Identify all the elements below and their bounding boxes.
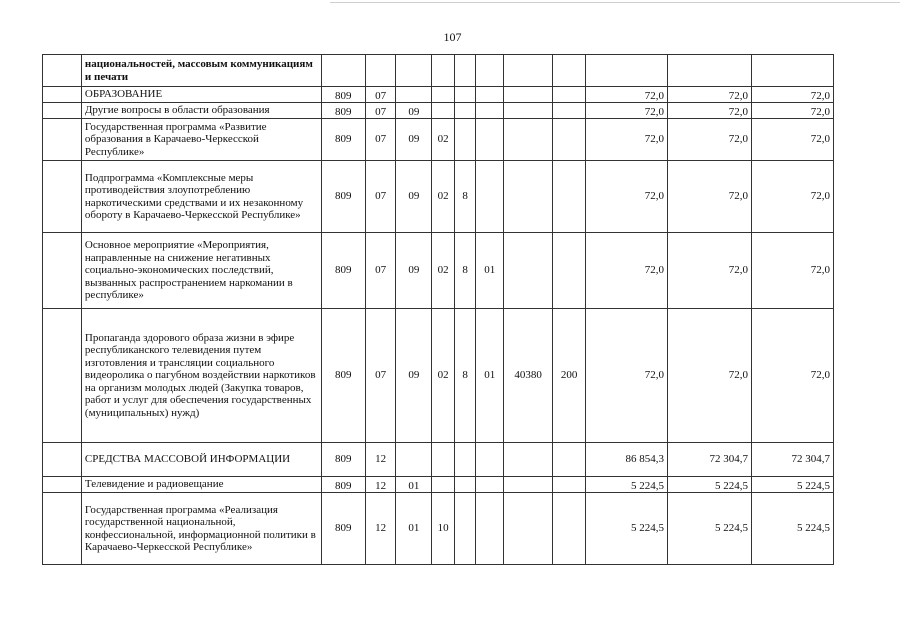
admin-code: 809 [321, 477, 365, 493]
subprogram-code: 8 [454, 233, 476, 309]
admin-code: 809 [321, 309, 365, 443]
amount-year-1: 72,0 [585, 309, 667, 443]
amount-year-2: 72,0 [667, 87, 751, 103]
section-code: 07 [365, 161, 396, 233]
section-code: 12 [365, 477, 396, 493]
section-code: 07 [365, 309, 396, 443]
expense-type-code: 200 [553, 309, 586, 443]
expense-type-code [553, 161, 586, 233]
expense-type-code [553, 119, 586, 161]
row-index-cell [43, 161, 82, 233]
amount-year-3: 72,0 [751, 309, 833, 443]
expense-code [504, 103, 553, 119]
amount-year-1: 86 854,3 [585, 443, 667, 477]
amount-year-2: 72,0 [667, 233, 751, 309]
admin-code: 809 [321, 443, 365, 477]
expense-code [504, 477, 553, 493]
amount-year-2: 72,0 [667, 161, 751, 233]
amount-year-2: 5 224,5 [667, 477, 751, 493]
admin-code [321, 55, 365, 87]
row-index-cell [43, 493, 82, 565]
row-name: ОБРАЗОВАНИЕ [81, 87, 321, 103]
amount-year-1: 5 224,5 [585, 493, 667, 565]
amount-year-2: 72 304,7 [667, 443, 751, 477]
table-row [43, 477, 834, 493]
row-name: СРЕДСТВА МАССОВОЙ ИНФОРМАЦИИ [81, 443, 321, 477]
table-row [43, 309, 834, 443]
expense-code [504, 87, 553, 103]
event-code [476, 55, 504, 87]
program-code [432, 87, 455, 103]
row-name: Пропаганда здорового образа жизни в эфире республиканского телевидения путем изготовления и трансляции социального видеоролика о пагубном воздействии наркотиков на организм молодых людей (Закупка товаров, работ и услуг для обеспечения государственных (муниципальных) нужд) [81, 309, 321, 443]
row-name: Телевидение и радиовещание [81, 477, 321, 493]
subprogram-code [454, 443, 476, 477]
section-code: 07 [365, 233, 396, 309]
amount-year-3: 72,0 [751, 87, 833, 103]
expense-type-code [553, 443, 586, 477]
amount-year-2: 72,0 [667, 119, 751, 161]
admin-code: 809 [321, 161, 365, 233]
subprogram-code [454, 55, 476, 87]
program-code: 10 [432, 493, 455, 565]
program-code [432, 443, 455, 477]
subprogram-code [454, 119, 476, 161]
amount-year-3: 72,0 [751, 119, 833, 161]
subprogram-code [454, 87, 476, 103]
table-row [43, 493, 834, 565]
event-code [476, 493, 504, 565]
section-code: 12 [365, 493, 396, 565]
amount-year-2: 5 224,5 [667, 493, 751, 565]
amount-year-3: 72,0 [751, 233, 833, 309]
table-row [43, 87, 834, 103]
row-index-cell [43, 55, 82, 87]
amount-year-3 [751, 55, 833, 87]
subprogram-code [454, 103, 476, 119]
amount-year-2: 72,0 [667, 103, 751, 119]
expense-type-code [553, 233, 586, 309]
expense-type-code [553, 55, 586, 87]
subprogram-code: 8 [454, 309, 476, 443]
subsection-code: 09 [396, 309, 432, 443]
program-code [432, 103, 455, 119]
table-row [43, 233, 834, 309]
expense-code [504, 161, 553, 233]
row-index-cell [43, 443, 82, 477]
amount-year-3: 5 224,5 [751, 477, 833, 493]
event-code: 01 [476, 309, 504, 443]
program-code [432, 477, 455, 493]
table-row [43, 443, 834, 477]
amount-year-1: 72,0 [585, 119, 667, 161]
amount-year-1: 72,0 [585, 103, 667, 119]
row-name: Государственная программа «Реализация государственной национальной, конфессиональной, информационной политики в Карачаево-Черкесской Республике» [81, 493, 321, 565]
admin-code: 809 [321, 493, 365, 565]
row-name: Другие вопросы в области образования [81, 103, 321, 119]
expense-code [504, 233, 553, 309]
amount-year-3: 72,0 [751, 103, 833, 119]
admin-code: 809 [321, 233, 365, 309]
expense-code [504, 493, 553, 565]
row-index-cell [43, 233, 82, 309]
subsection-code: 09 [396, 233, 432, 309]
section-code: 07 [365, 119, 396, 161]
amount-year-1: 72,0 [585, 87, 667, 103]
subsection-code [396, 87, 432, 103]
amount-year-3: 72 304,7 [751, 443, 833, 477]
table-row [43, 119, 834, 161]
expense-type-code [553, 87, 586, 103]
program-code: 02 [432, 309, 455, 443]
section-code: 07 [365, 103, 396, 119]
amount-year-1: 72,0 [585, 233, 667, 309]
subsection-code: 01 [396, 493, 432, 565]
section-code: 12 [365, 443, 396, 477]
expense-code: 40380 [504, 309, 553, 443]
amount-year-1: 5 224,5 [585, 477, 667, 493]
scan-artifact-line [330, 2, 900, 3]
subsection-code [396, 55, 432, 87]
subprogram-code [454, 493, 476, 565]
program-code: 02 [432, 161, 455, 233]
row-name: национальностей, массовым коммуникациям и печати [81, 55, 321, 87]
section-code: 07 [365, 87, 396, 103]
expense-code [504, 443, 553, 477]
expense-code [504, 119, 553, 161]
program-code [432, 55, 455, 87]
admin-code: 809 [321, 103, 365, 119]
row-index-cell [43, 477, 82, 493]
amount-year-1: 72,0 [585, 161, 667, 233]
row-index-cell [43, 119, 82, 161]
section-code [365, 55, 396, 87]
event-code [476, 103, 504, 119]
row-name: Подпрограмма «Комплексные меры противодействия злоупотреблению наркотическими средствами и их незаконному обороту в Карачаево-Черкесской Республике» [81, 161, 321, 233]
event-code: 01 [476, 233, 504, 309]
row-name: Государственная программа «Развитие образования в Карачаево-Черкесской Республике» [81, 119, 321, 161]
program-code: 02 [432, 119, 455, 161]
table-row [43, 55, 834, 87]
page-number: 107 [443, 30, 462, 44]
admin-code: 809 [321, 87, 365, 103]
expense-type-code [553, 477, 586, 493]
row-index-cell [43, 309, 82, 443]
row-name: Основное мероприятие «Мероприятия, направленные на снижение негативных социально-экономических последствий, вызванных распространением наркомании в республике» [81, 233, 321, 309]
event-code [476, 477, 504, 493]
event-code [476, 119, 504, 161]
event-code [476, 161, 504, 233]
row-index-cell [43, 87, 82, 103]
event-code [476, 87, 504, 103]
subsection-code: 09 [396, 161, 432, 233]
program-code: 02 [432, 233, 455, 309]
subprogram-code [454, 477, 476, 493]
subsection-code [396, 443, 432, 477]
budget-allocation-table [42, 54, 834, 565]
admin-code: 809 [321, 119, 365, 161]
expense-type-code [553, 493, 586, 565]
subsection-code: 09 [396, 119, 432, 161]
event-code [476, 443, 504, 477]
table-row [43, 161, 834, 233]
amount-year-1 [585, 55, 667, 87]
amount-year-2 [667, 55, 751, 87]
subsection-code: 01 [396, 477, 432, 493]
table-row [43, 103, 834, 119]
subsection-code: 09 [396, 103, 432, 119]
row-index-cell [43, 103, 82, 119]
amount-year-3: 5 224,5 [751, 493, 833, 565]
amount-year-2: 72,0 [667, 309, 751, 443]
expense-type-code [553, 103, 586, 119]
subprogram-code: 8 [454, 161, 476, 233]
expense-code [504, 55, 553, 87]
amount-year-3: 72,0 [751, 161, 833, 233]
